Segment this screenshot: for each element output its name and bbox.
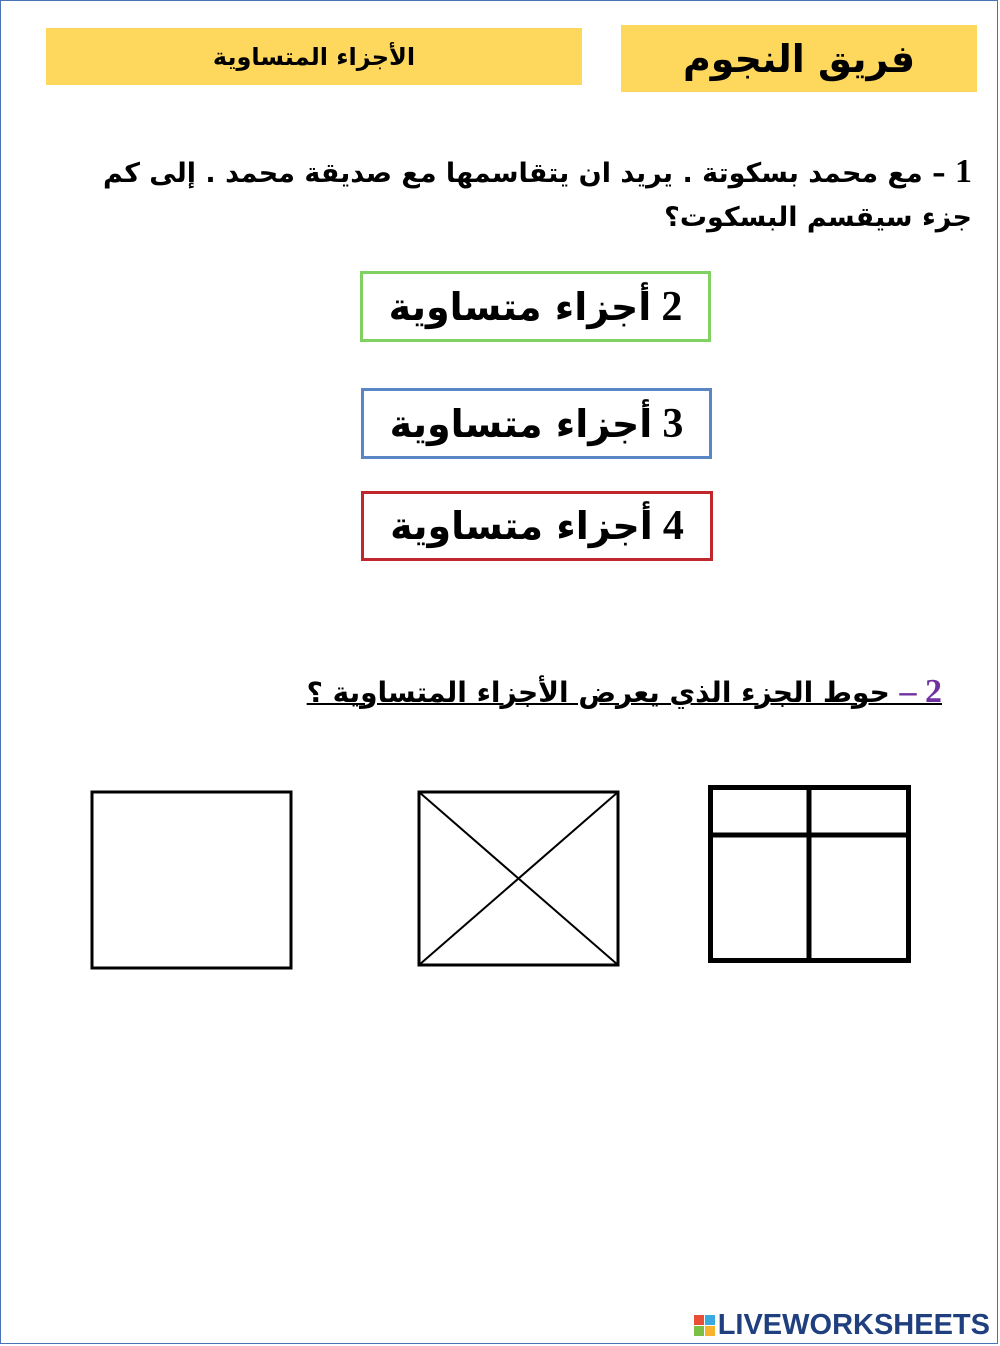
option-number: 2 (661, 283, 683, 330)
option-label: أجزاء متساوية (390, 504, 653, 548)
question-1 (100, 150, 972, 240)
option-number: 4 (662, 503, 684, 549)
question-1-text: – مع محمد بسكوتة . يريد ان يتقاسمها مع صديقة محمد . إلى كم جزء سيقسم البسكوت؟ (103, 158, 972, 233)
logo-cube (705, 1315, 715, 1325)
question-2-number: 2 – (899, 673, 942, 710)
question-2-text: حوط الجزء الذي يعرض الأجزاء المتساوية ؟ (306, 676, 900, 709)
answer-option-3-parts[interactable] (361, 388, 712, 459)
answer-option-4-parts[interactable] (361, 491, 713, 561)
topic-banner (46, 28, 582, 85)
shape-plain-rectangle[interactable] (90, 790, 294, 971)
question-2 (280, 670, 942, 715)
option-label: أجزاء متساوية (388, 284, 652, 329)
brand-name: LIVEWORKSHEETS (717, 1308, 990, 1341)
team-name-banner (621, 25, 977, 92)
logo-cube (694, 1315, 704, 1325)
team-name: فريق النجوم (682, 36, 916, 81)
logo-cubes-icon (694, 1315, 715, 1336)
option-number: 3 (662, 400, 684, 447)
shape-rectangle-with-diagonals[interactable] (417, 790, 621, 968)
liveworksheets-logo (694, 1308, 990, 1342)
logo-cube (694, 1326, 704, 1336)
topic-title: الأجزاء المتساوية (212, 42, 416, 71)
logo-cube (705, 1326, 715, 1336)
question-1-number: 1 (955, 153, 972, 190)
option-label: أجزاء متساوية (389, 401, 653, 446)
shape-rectangle-unequal-grid[interactable] (708, 785, 912, 964)
answer-option-2-parts[interactable] (360, 271, 711, 342)
